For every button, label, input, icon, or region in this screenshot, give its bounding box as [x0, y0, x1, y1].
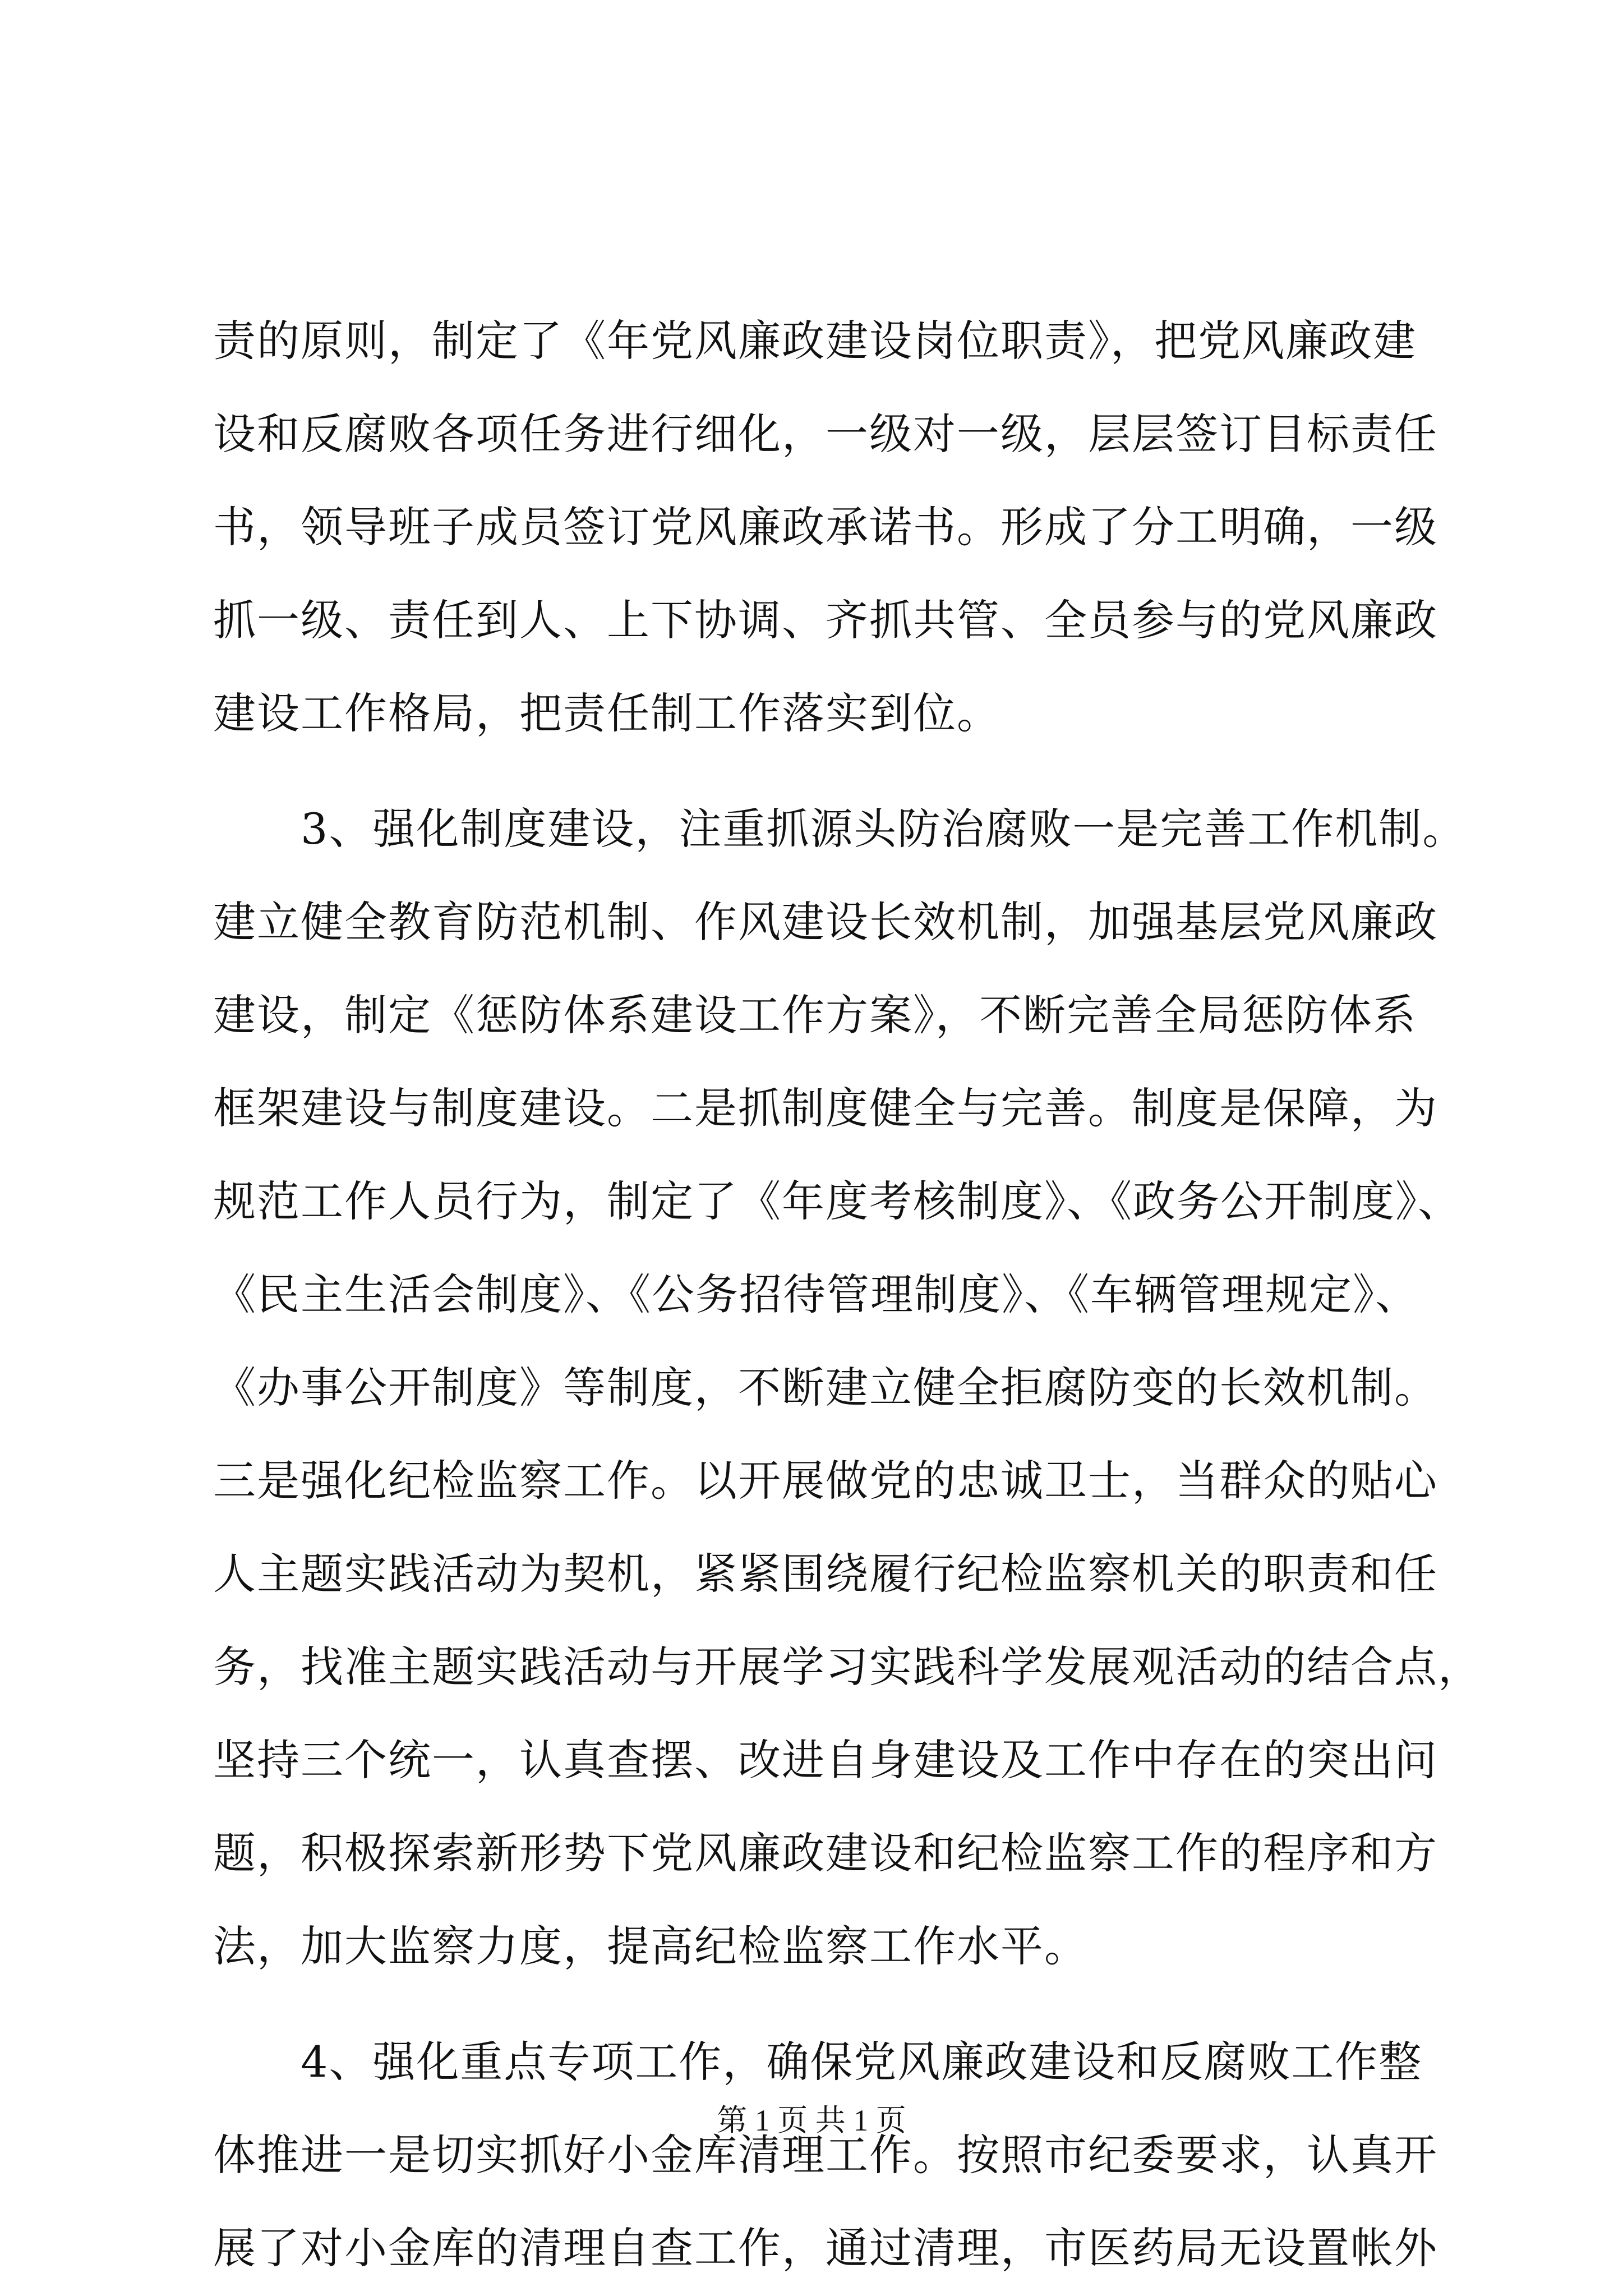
text-line: 体推进一是切实抓好小金库清理工作。按照市纪委要求，认真开 — [213, 2130, 1438, 2180]
text-line: 设和反腐败各项任务进行细化，一级对一级，层层签订目标责任 — [213, 409, 1438, 459]
text-line: 坚持三个统一，认真查摆、改进自身建设及工作中存在的突出问 — [213, 1735, 1438, 1785]
text-line: 《办事公开制度》等制度，不断建立健全拒腐防变的长效机制。 — [213, 1363, 1438, 1412]
body-text — [213, 295, 1482, 2295]
text-line: 《民主生活会制度》、《公务招待管理制度》、《车辆管理规定》、 — [213, 1269, 1419, 1319]
text-line: 书，领导班子成员签订党风廉政承诺书。形成了分工明确，一级 — [213, 502, 1438, 552]
text-line: 抓一级、责任到人、上下协调、齐抓共管、全员参与的党风廉政 — [213, 595, 1438, 645]
text-line: 建立健全教育防范机制、作风建设长效机制，加强基层党风廉政 — [213, 897, 1438, 947]
paragraph-heading-3: 3、强化制度建设，注重抓源头防治腐败一是完善工作机制。 — [213, 804, 1467, 854]
text-line: 务，找准主题实践活动与开展学习实践科学发展观活动的结合点， — [213, 1642, 1482, 1692]
text-line: 建设工作格局，把责任制工作落实到位。 — [213, 688, 1000, 738]
paragraph-heading-4: 4、强化重点专项工作，确保党风廉政建设和反腐败工作整 — [213, 2037, 1423, 2087]
text-line: 框架建设与制度建设。二是抓制度健全与完善。制度是保障，为 — [213, 1083, 1438, 1133]
text-line: 展了对小金库的清理自查工作，通过清理，市医药局无设置帐外 — [213, 2223, 1438, 2273]
text-line: 人主题实践活动为契机，紧紧围绕履行纪检监察机关的职责和任 — [213, 1549, 1438, 1599]
text-line: 题，积极探索新形势下党风廉政建设和纪检监察工作的程序和方 — [213, 1828, 1438, 1878]
text-line: 建设，制定《惩防体系建设工作方案》，不断完善全局惩防体系 — [213, 990, 1417, 1040]
paragraph-gap — [213, 760, 1436, 783]
paragraph-gap — [213, 1993, 1436, 2016]
text-line: 三是强化纪检监察工作。以开展做党的忠诚卫士，当群众的贴心 — [213, 1456, 1438, 1506]
text-line: 规范工作人员行为，制定了《年度考核制度》、《政务公开制度》、 — [213, 1176, 1461, 1226]
page-footer: 第 1 页 共 1 页 — [717, 2104, 906, 2137]
text-line: 责的原则，制定了《年党风廉政建设岗位职责》，把党风廉政建 — [213, 316, 1417, 366]
text-line: 法，加大监察力度，提高纪检监察工作水平。 — [213, 1921, 1088, 1971]
